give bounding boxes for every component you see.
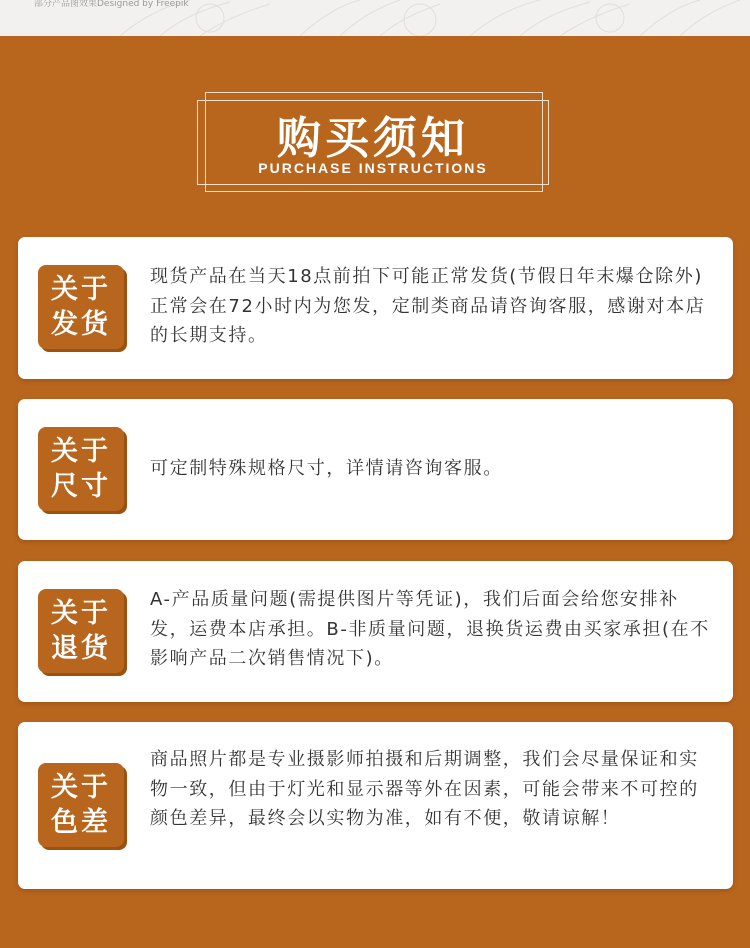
top-strip [0,0,750,36]
badge-line-1: 关于 [51,772,111,803]
page-title: 购买须知 [277,113,469,164]
section-text: 商品照片都是专业摄影师拍摄和后期调整，我们会尽量保证和实物一致，但由于灯光和显示器等外在因素，可能会带来不可控的颜色差异，最终会以实物为准，如有不便，敬请谅解！ [150,749,699,829]
section-card-color-difference [18,722,733,889]
section-text: 现货产品在当天18点前拍下可能正常发货(节假日年末爆仓除外)正常会在72小时内为您发，定制类商品请咨询客服，感谢对本店的长期支持。 [150,266,706,346]
badge-line-1: 关于 [51,598,111,629]
page-subtitle: PURCHASE INSTRUCTIONS [258,160,488,176]
section-badge [38,763,124,847]
section-card-returns [18,561,733,702]
section-badge [38,427,124,511]
section-badge [38,589,124,673]
badge-line-1: 关于 [51,436,111,467]
section-text: A-产品质量问题(需提供图片等凭证)，我们后面会给您安排补发，运费本店承担。B-非质量问题，退换货运费由买家承担(在不影响产品二次销售情况下)。 [150,589,710,669]
section-card-shipping [18,237,733,379]
section-card-size [18,399,733,540]
title-box [197,92,553,192]
badge-line-2: 色差 [51,807,111,838]
badge-line-2: 发货 [51,309,111,340]
badge-line-2: 尺寸 [51,471,111,502]
badge-line-1: 关于 [51,274,111,305]
section-text: 可定制特殊规格尺寸，详情请咨询客服。 [150,458,503,479]
design-credit: 部分产品图效果Designed by Freepik [34,0,189,9]
section-badge [38,265,124,349]
badge-line-2: 退货 [51,633,111,664]
